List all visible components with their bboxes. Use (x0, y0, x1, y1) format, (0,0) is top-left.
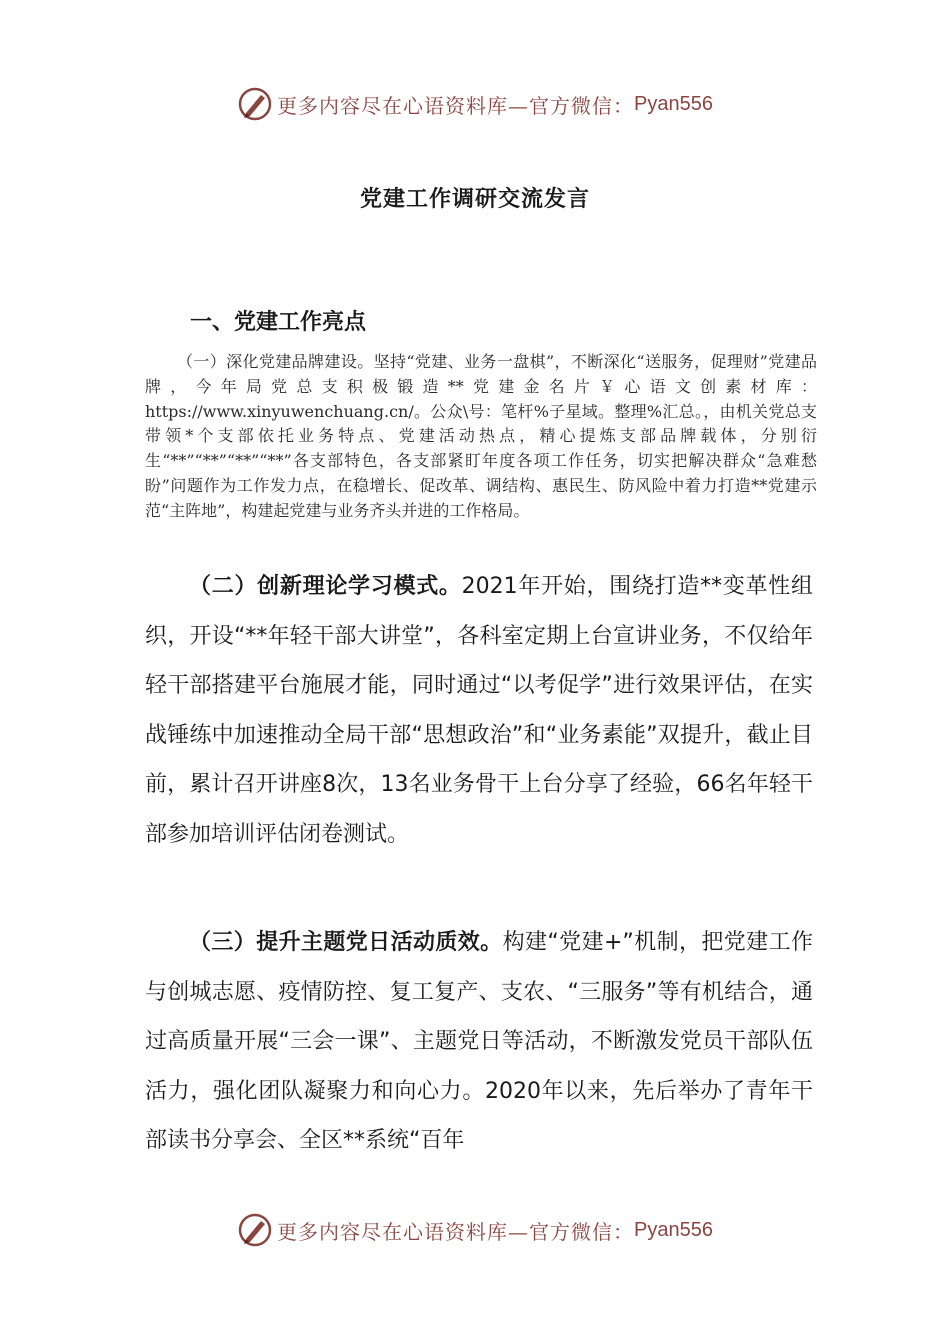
pen-logo-icon (237, 86, 273, 122)
banner-text: 更多内容尽在心语资料库—官方微信： (277, 93, 635, 118)
page-title: 党建工作调研交流发言 (359, 187, 590, 212)
paragraph-2-lead: （二）创新理论学习模式。 (189, 574, 462, 599)
banner-text: 更多内容尽在心语资料库—官方微信： (277, 1219, 635, 1244)
footer-banner (0, 1208, 950, 1252)
paragraph-3-body: 构建“党建+”机制，把党建工作与创城志愿、疫情防控、复工复产、支农、“三服务”等有机结合，通过高质量开展“三会一课”、主题党日等活动，不断激发党员干部队伍活力，强化团队凝聚力和向心力。2020年以来，先后举办了青年干部读书分享会、全区**系统“百年 (145, 930, 813, 1154)
banner-wechat-id: Pyan556 (634, 92, 713, 115)
pen-logo-icon (237, 1212, 273, 1248)
paragraph-3 (145, 918, 813, 1166)
paragraph-2 (145, 562, 813, 860)
paragraph-2-body: 2021年开始，围绕打造**变革性组织，开设“**年轻干部大讲堂”，各科室定期上台宣讲业务，不仅给年轻干部搭建平台施展才能，同时通过“以考促学”进行效果评估，在实战锤练中加速推动全局干部“思想政治”和“业务素能”双提升，截止目前，累计召开讲座8次，13名业务骨干上台分享了经验，66名年轻干部参加培训评估闭卷测试。 (145, 574, 813, 847)
header-banner (0, 82, 950, 126)
banner-wechat-id: Pyan556 (634, 1218, 713, 1241)
paragraph-1: （一）深化党建品牌建设。坚持“党建、业务一盘棋”，不断深化“送服务，促理财”党建品牌，今年局党总支积极锻造**党建金名片￥心语文创素材库：https://www.xinyuwenchuang.cn/。公众\号：笔杆%子星域。整理%汇总。，由机关党总支带领*个支部依托业务特点、党建活动热点，精心提炼支部品牌载体，分别衍生“**”“**”“**”“**”各支部特色，各支部紧盯年度各项工作任务，切实把解决群众“急难愁盼”问题作为工作发力点，在稳增长、促改革、调结构、惠民生、防风险中着力打造**党建示范“主阵地”，构建起党建与业务齐头并进的工作格局。 (145, 352, 817, 520)
paragraph-3-lead: （三）提升主题党日活动质效。 (189, 930, 503, 955)
section-heading: 一、党建工作亮点 (190, 310, 367, 335)
